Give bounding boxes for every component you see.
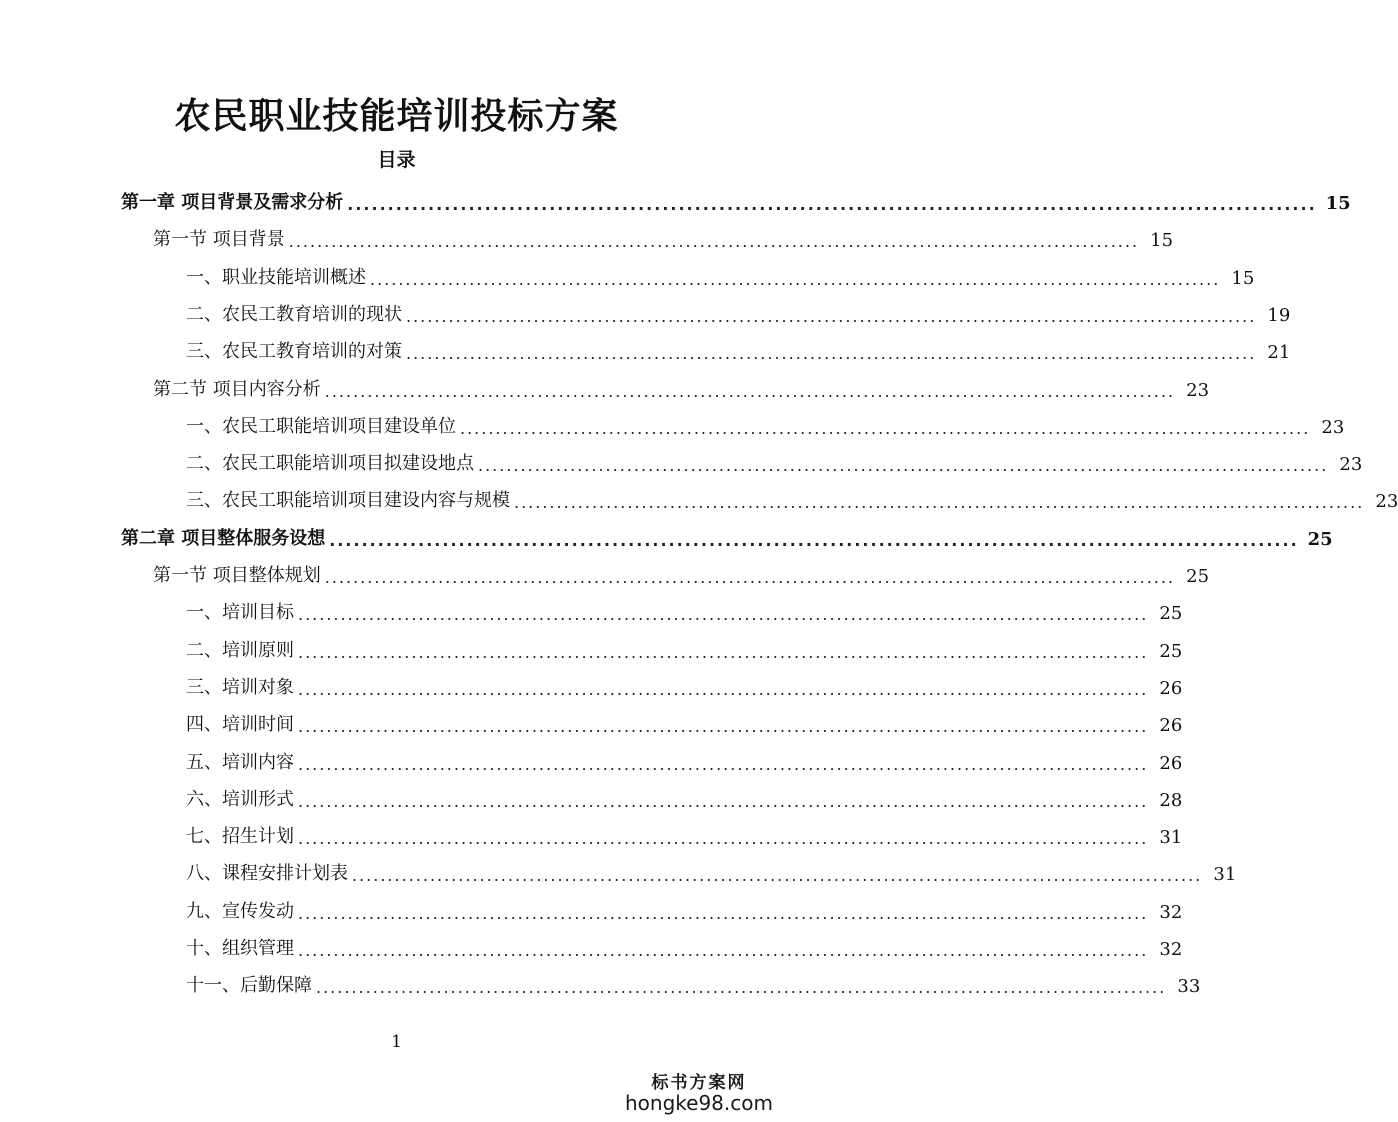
toc-dot-leader: ........................................................................................................................ bbox=[460, 419, 1311, 438]
toc-entry-item[interactable] bbox=[186, 263, 1255, 289]
toc-entry-label: 二、农民工职能培训项目拟建设地点 bbox=[186, 453, 474, 474]
toc-entry-item[interactable] bbox=[186, 897, 1183, 923]
toc-entry-label: 九、宣传发动 bbox=[186, 901, 294, 922]
toc-entry-page: 23 bbox=[1339, 454, 1363, 475]
toc-entry-page: 25 bbox=[1307, 529, 1333, 550]
toc-entry-page: 26 bbox=[1159, 715, 1183, 736]
toc-entry-label: 第一章 项目背景及需求分析 bbox=[121, 192, 344, 213]
toc-dot-leader: ........................................................................................................................ bbox=[316, 978, 1167, 997]
toc-dot-leader: ........................................................................................................................ bbox=[329, 531, 1299, 550]
toc-entry-label: 一、培训目标 bbox=[186, 602, 294, 623]
toc-entry-page: 28 bbox=[1159, 790, 1183, 811]
toc-dot-leader: ........................................................................................................................ bbox=[298, 829, 1149, 848]
toc-entry-label: 二、培训原则 bbox=[186, 640, 294, 661]
toc-entry-label: 第一节 项目整体规划 bbox=[153, 565, 321, 586]
toc-entry-label: 一、农民工职能培训项目建设单位 bbox=[186, 416, 456, 437]
toc-entry-page: 23 bbox=[1375, 491, 1398, 512]
toc-entry-page: 25 bbox=[1159, 641, 1183, 662]
toc-entry-item[interactable] bbox=[186, 859, 1237, 885]
toc-entry-item[interactable] bbox=[186, 300, 1291, 326]
toc-entry-item[interactable] bbox=[186, 971, 1201, 997]
watermark-url: hongke98.com bbox=[625, 1091, 773, 1115]
toc-entry-page: 21 bbox=[1267, 342, 1291, 363]
toc-dot-leader: ........................................................................................................................ bbox=[352, 866, 1203, 885]
toc-entry-item[interactable] bbox=[186, 412, 1345, 438]
toc-entry-item[interactable] bbox=[186, 785, 1183, 811]
toc-entry-chapter[interactable] bbox=[121, 524, 1333, 550]
toc-dot-leader: ........................................................................................................................ bbox=[298, 643, 1149, 662]
toc-entry-page: 32 bbox=[1159, 939, 1183, 960]
toc-dot-leader: ........................................................................................................................ bbox=[347, 195, 1317, 214]
toc-dot-leader: ........................................................................................................................ bbox=[406, 307, 1257, 326]
toc-dot-leader: ........................................................................................................................ bbox=[514, 493, 1365, 512]
toc-dot-leader: ........................................................................................................................ bbox=[298, 904, 1149, 923]
toc-entry-label: 第二章 项目整体服务设想 bbox=[121, 528, 326, 549]
toc-entry-label: 三、培训对象 bbox=[186, 677, 294, 698]
toc-entry-item[interactable] bbox=[186, 934, 1183, 960]
toc-entry-label: 六、培训形式 bbox=[186, 789, 294, 810]
toc-dot-leader: ........................................................................................................................ bbox=[298, 755, 1149, 774]
toc-entry-item[interactable] bbox=[186, 337, 1291, 363]
toc-dot-leader: ........................................................................................................................ bbox=[288, 232, 1140, 251]
toc-entry-page: 31 bbox=[1213, 864, 1237, 885]
toc-entry-page: 31 bbox=[1159, 827, 1183, 848]
toc-entry-item[interactable] bbox=[186, 598, 1183, 624]
toc-entry-page: 26 bbox=[1159, 678, 1183, 699]
toc-entry-page: 25 bbox=[1186, 566, 1210, 587]
toc-dot-leader: ........................................................................................................................ bbox=[298, 792, 1149, 811]
site-watermark bbox=[619, 1068, 779, 1113]
toc-entry-page: 23 bbox=[1186, 380, 1210, 401]
toc-dot-leader: ........................................................................................................................ bbox=[324, 382, 1176, 401]
toc-entry-label: 第二节 项目内容分析 bbox=[153, 379, 321, 400]
toc-dot-leader: ........................................................................................................................ bbox=[478, 456, 1329, 475]
toc-entry-page: 15 bbox=[1325, 193, 1351, 214]
toc-dot-leader: ........................................................................................................................ bbox=[298, 605, 1149, 624]
toc-dot-leader: ........................................................................................................................ bbox=[298, 680, 1149, 699]
toc-entry-page: 26 bbox=[1159, 753, 1183, 774]
toc-entry-label: 五、培训内容 bbox=[186, 752, 294, 773]
toc-entry-label: 十一、后勤保障 bbox=[186, 975, 312, 996]
toc-entry-item[interactable] bbox=[186, 486, 1398, 512]
toc-dot-leader: ........................................................................................................................ bbox=[370, 270, 1221, 289]
toc-entry-item[interactable] bbox=[186, 449, 1363, 475]
toc-entry-item[interactable] bbox=[186, 748, 1183, 774]
toc-entry-page: 33 bbox=[1177, 976, 1201, 997]
toc-entry-section[interactable] bbox=[153, 375, 1210, 401]
toc-entry-label: 四、培训时间 bbox=[186, 714, 294, 735]
toc-entry-item[interactable] bbox=[186, 710, 1183, 736]
toc-dot-leader: ........................................................................................................................ bbox=[298, 717, 1149, 736]
toc-dot-leader: ........................................................................................................................ bbox=[406, 344, 1257, 363]
toc-entry-page: 23 bbox=[1321, 417, 1345, 438]
toc-entry-label: 三、农民工教育培训的对策 bbox=[186, 341, 402, 362]
toc-entry-item[interactable] bbox=[186, 673, 1183, 699]
toc-entry-label: 八、课程安排计划表 bbox=[186, 863, 348, 884]
toc-entry-section[interactable] bbox=[153, 225, 1174, 251]
toc-entry-chapter[interactable] bbox=[121, 188, 1351, 214]
toc-entry-label: 七、招生计划 bbox=[186, 826, 294, 847]
toc-entry-item[interactable] bbox=[186, 822, 1183, 848]
toc-entry-label: 二、农民工教育培训的现状 bbox=[186, 304, 402, 325]
toc-entry-item[interactable] bbox=[186, 636, 1183, 662]
page-number: 1 bbox=[391, 1032, 402, 1052]
toc-entry-page: 15 bbox=[1150, 230, 1174, 251]
document-title: 农民职业技能培训投标方案 bbox=[174, 95, 619, 137]
toc-entry-section[interactable] bbox=[153, 561, 1210, 587]
toc-entry-page: 32 bbox=[1159, 902, 1183, 923]
toc-dot-leader: ........................................................................................................................ bbox=[298, 941, 1149, 960]
toc-entry-page: 19 bbox=[1267, 305, 1291, 326]
toc-entry-label: 十、组织管理 bbox=[186, 938, 294, 959]
toc-entry-label: 三、农民工职能培训项目建设内容与规模 bbox=[186, 490, 510, 511]
toc-entry-page: 15 bbox=[1231, 268, 1255, 289]
watermark-site-name: 标书方案网 bbox=[651, 1073, 747, 1093]
toc-entry-label: 一、职业技能培训概述 bbox=[186, 267, 366, 288]
toc-entry-page: 25 bbox=[1159, 603, 1183, 624]
toc-entry-label: 第一节 项目背景 bbox=[153, 229, 285, 250]
toc-heading: 目录 bbox=[377, 149, 416, 171]
toc-dot-leader: ........................................................................................................................ bbox=[324, 568, 1176, 587]
